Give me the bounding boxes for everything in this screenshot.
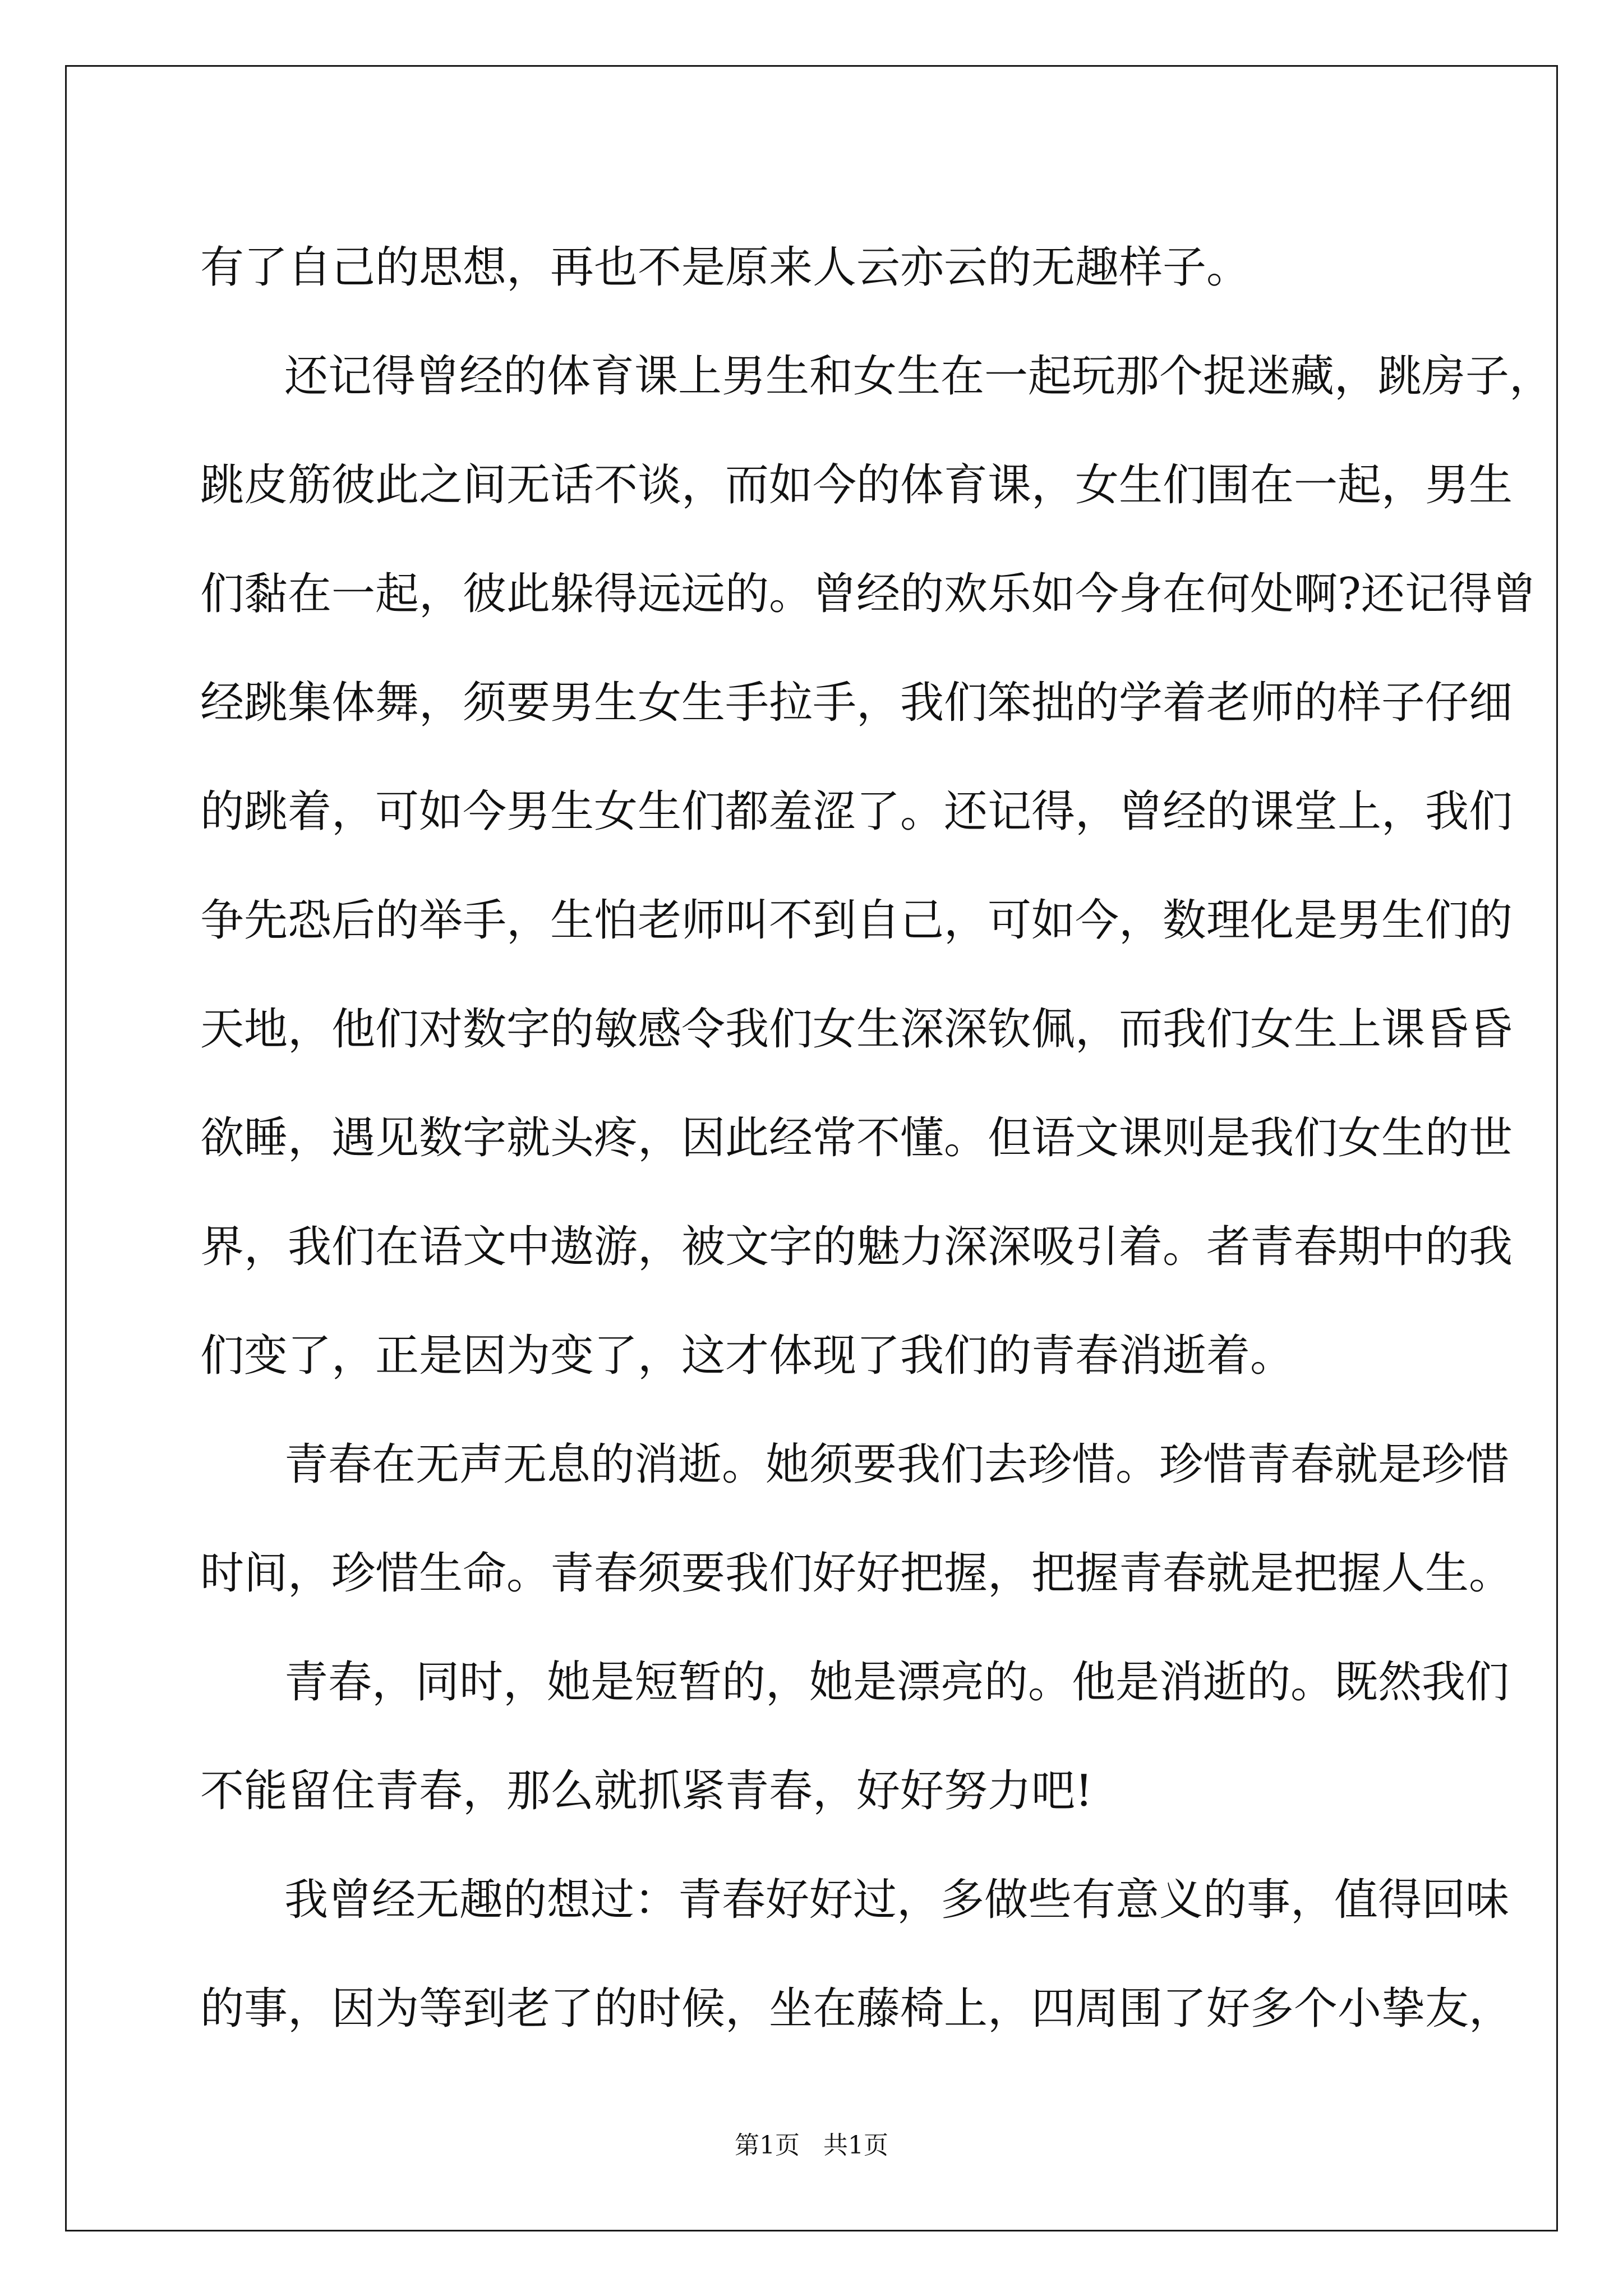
text-line: 不能留住青春，那么就抓紧青春，好好努力吧!	[200, 1766, 1093, 1816]
text-line: 争先恐后的举手，生怕老师叫不到自己，可如今，数理化是男生们的	[200, 895, 1513, 946]
text-line: 有了自己的思想，再也不是原来人云亦云的无趣样子。	[200, 242, 1251, 293]
text-line: 的跳着，可如今男生女生们都羞涩了。还记得，曾经的课堂上，我们	[200, 786, 1513, 837]
text-line: 经跳集体舞，须要男生女生手拉手，我们笨拙的学着老师的样子仔细	[200, 678, 1513, 728]
text-line: 的事，因为等到老了的时候，坐在藤椅上，四周围了好多个小挚友，	[200, 1984, 1513, 2034]
text-line: 欲睡，遇见数字就头疼，因此经常不懂。但语文课则是我们女生的世	[200, 1113, 1513, 1163]
paragraph-first-line: 我曾经无趣的想过：青春好好过，多做些有意义的事，值得回味	[284, 1875, 1510, 1925]
text-line: 界，我们在语文中遨游，被文字的魅力深深吸引着。者青春期中的我	[200, 1222, 1513, 1272]
text-line: 天地，他们对数字的敏感令我们女生深深钦佩，而我们女生上课昏昏	[200, 1004, 1513, 1055]
text-line: 们黏在一起，彼此躲得远远的。曾经的欢乐如今身在何处啊?还记得曾	[200, 569, 1536, 619]
text-line: 们变了，正是因为变了，这才体现了我们的青春消逝着。	[200, 1331, 1294, 1381]
paragraph-first-line: 青春在无声无息的消逝。她须要我们去珍惜。珍惜青春就是珍惜	[284, 1439, 1510, 1490]
paragraph-first-line: 还记得曾经的体育课上男生和女生在一起玩那个捉迷藏，跳房子，	[284, 351, 1553, 402]
page-number-footer: 第1页 共1页	[735, 2131, 888, 2160]
document-body	[200, 213, 1553, 2063]
text-line: 时间，珍惜生命。青春须要我们好好把握，把握青春就是把握人生。	[200, 1548, 1513, 1599]
paragraph-first-line: 青春，同时，她是短暂的，她是漂亮的。他是消逝的。既然我们	[284, 1657, 1510, 1708]
text-line: 跳皮筋彼此之间无话不谈，而如今的体育课，女生们围在一起，男生	[200, 460, 1513, 510]
